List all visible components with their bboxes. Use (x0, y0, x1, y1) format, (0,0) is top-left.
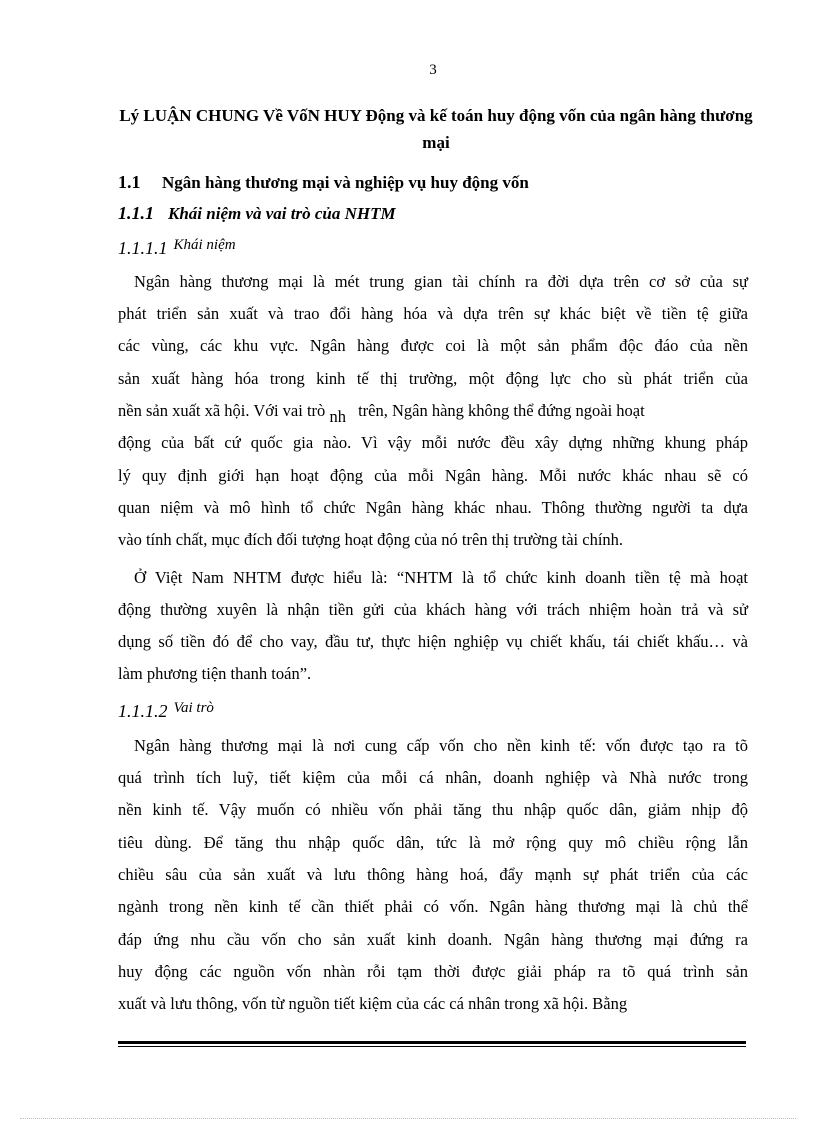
heading-1-1-1 (118, 201, 396, 226)
paragraph-line: xuất và lưu thông, vốn từ nguồn tiết kiệm của các cá nhân trong xã hội. Bằng (118, 994, 628, 1013)
paragraph-line: các vùng, các khu vực. Ngân hàng được coi là một sản phẩm độc đáo của nền (118, 336, 748, 355)
paragraph-line: phát triển sản xuất và trao đổi hàng hóa và dựa trên sự khác biệt về tiền tệ giữa (118, 304, 748, 323)
paragraph-line: tiêu dùng. Để tăng thu nhập quốc dân, tức là mở rộng quy mô chiều rộng lẫn (118, 833, 748, 852)
heading-text: Ngân hàng thương mại và nghiệp vụ huy động vốn (162, 173, 529, 192)
chapter-title: Lý LUẬN CHUNG Về VốN HUY Động và kế toán huy động vốn của ngân hàng thương mại (119, 106, 753, 152)
line-segment: nh (329, 407, 346, 426)
paragraph-line: ngành trong nền kinh tế cần thiết phải có vốn. Ngân hàng thương mại là chủ thể (118, 897, 748, 916)
page-boundary-dotted-line (20, 1118, 796, 1119)
paragraph-line: vào tính chất, mục đích đối tượng hoạt động của nó trên thị trường tài chính. (118, 530, 624, 549)
paragraph-line: chiều sâu của sản xuất và lưu thông hàng hoá, đẩy mạnh sự phát triển của các (118, 865, 748, 884)
paragraph-line: sản xuất hàng hóa trong kinh tế thị trường, một động lực cho sù phát triển của (118, 369, 748, 388)
footer-rule-thin (118, 1046, 746, 1047)
paragraph-line: đáp ứng nhu cầu vốn cho sản xuất kinh doanh. Ngân hàng thương mại đứng ra (118, 930, 748, 949)
paragraph-line: lý quy định giới hạn hoạt động của mỗi Ngân hàng. Mỗi nước khác nhau sẽ có (118, 466, 748, 485)
paragraph-line: Ngân hàng thương mại là nơi cung cấp vốn cho nền kinh tế: vốn được tạo ra tõ (134, 736, 748, 755)
paragraph-line: động của bất cứ quốc gia nào. Vì vậy mỗi nước đều xây dựng những khung pháp (118, 433, 748, 452)
line-segment: trên, Ngân hàng không thể đứng ngoài hoạt (358, 401, 645, 420)
paragraph-line: dụng số tiền đó để cho vay, đầu tư, thực hiện nghiệp vụ chiết khấu, tái chiết khấu… và (118, 632, 748, 651)
paragraph-line: động thường xuyên là nhận tiền gửi của khách hàng với trách nhiệm hoàn trả và sử (118, 600, 748, 619)
paragraph-line: nền kinh tế. Vậy muốn có nhiều vốn phải tăng thu nhập quốc dân, giảm nhịp độ (118, 800, 748, 819)
heading-text: Khái niệm (173, 237, 236, 253)
paragraph-line: Ngân hàng thương mại là mét trung gian tài chính ra đời dựa trên cơ sở của sự (134, 272, 748, 291)
heading-1-1-1-1 (118, 236, 236, 262)
paragraph-line: làm phương tiện thanh toán”. (118, 664, 312, 683)
line-segment: nền sản xuất xã hội. Với vai trò (118, 401, 326, 420)
heading-1-1 (118, 170, 529, 195)
paragraph-line: quá trình tích luỹ, tiết kiệm của mỗi cá nhân, doanh nghiệp và Nhà nước trong (118, 768, 748, 787)
paragraph-line (118, 399, 748, 426)
heading-text: Vai trò (173, 700, 214, 716)
paragraph-line: quan niệm và mô hình tổ chức Ngân hàng khác nhau. Thông thường người ta dựa (118, 498, 748, 517)
paragraph-line: huy động các nguồn vốn nhàn rỗi tạm thời được giải pháp ra tõ quá trình sản (118, 962, 748, 981)
page-number: 3 (429, 62, 437, 78)
footer-rule-thick (118, 1041, 746, 1044)
heading-text: Khái niệm và vai trò của NHTM (168, 204, 396, 223)
paragraph-line: Ở Việt Nam NHTM được hiểu là: “NHTM là tổ chức kinh doanh tiền tệ mà hoạt (134, 568, 748, 587)
heading-number: 1.1.1.1 (118, 238, 168, 258)
heading-1-1-1-2 (118, 699, 214, 725)
heading-number: 1.1.1.2 (118, 701, 168, 721)
heading-number: 1.1.1 (118, 203, 154, 223)
heading-number: 1.1 (118, 172, 141, 192)
